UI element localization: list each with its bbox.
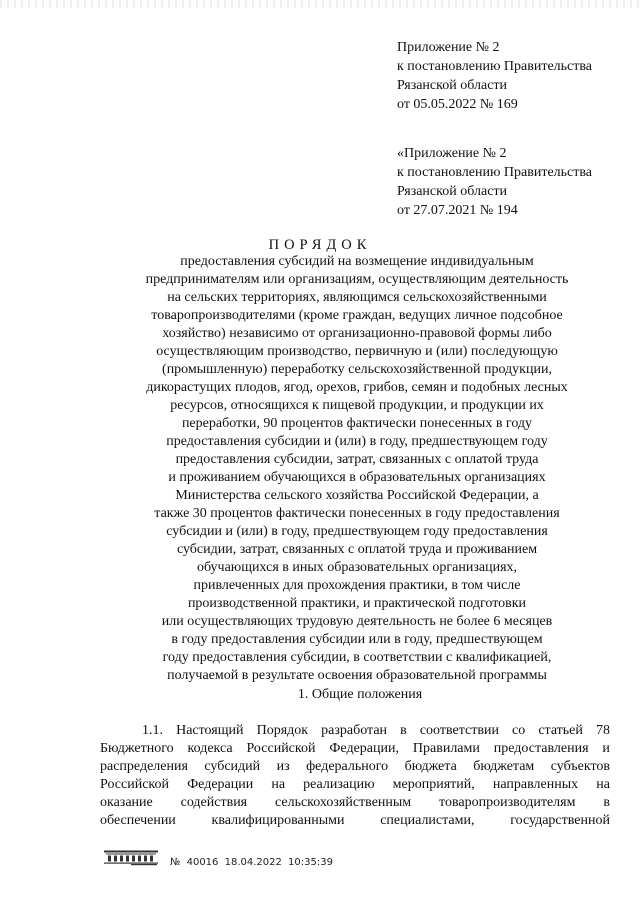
subtitle-line: обучающихся в иных образовательных организациях, <box>196 560 518 575</box>
paragraph-word: на <box>596 777 610 792</box>
annex-line: от 27.07.2021 № 194 <box>397 203 518 218</box>
subtitle-line: хозяйство) независимо от организационно-правовой формы либо <box>162 326 552 341</box>
paragraph-word: Федерации <box>187 777 254 792</box>
paragraph-word: Федерации, <box>329 741 399 756</box>
paragraph-line <box>100 758 610 776</box>
subtitle-line: осуществляющим производство, первичную и (или) последующую <box>156 344 558 359</box>
paragraph-word: в <box>603 795 610 810</box>
paragraph-word: субъектов <box>550 759 610 774</box>
paragraph-word: Правилами <box>412 741 480 756</box>
paragraph-word: на <box>271 777 286 792</box>
paragraph-word: обеспечении <box>100 813 176 828</box>
document-title: ПОРЯДОК <box>268 237 372 253</box>
paragraph-word: соответствии <box>419 723 499 738</box>
section-heading: 1. Общие положения <box>297 687 423 702</box>
annex-line: от 05.05.2022 № 169 <box>397 97 518 112</box>
paragraph-word: сельскохозяйственным <box>274 795 412 810</box>
paragraph-word: из <box>276 759 290 774</box>
paragraph-word: в <box>400 723 407 738</box>
paragraph-word: реализацию <box>303 777 375 792</box>
registration-number: 40016 <box>186 857 219 868</box>
annex-current <box>397 38 592 114</box>
registry-logo-icon <box>103 850 159 866</box>
subtitle-line: (промышленную) переработку сельскохозяйственной продукции, <box>162 362 552 377</box>
paragraph-word: оказание <box>100 795 153 810</box>
paragraph-word: со <box>512 723 526 738</box>
subtitle-line: или осуществляющих трудовую деятельность не более 6 месяцев <box>161 614 553 629</box>
annex-line: Рязанской области <box>397 184 508 199</box>
annex-line: к постановлению Правительства <box>397 59 593 74</box>
subtitle-line: в году предоставления субсидии или в году, предшествующем <box>171 632 543 647</box>
subtitle-line: предоставления субсидии и (или) в году, предшествующем году <box>166 434 548 449</box>
paragraph-1-1 <box>100 722 610 830</box>
document-subtitle <box>0 253 640 685</box>
paragraph-word: федерального <box>306 759 389 774</box>
scan-artifact-strip <box>0 0 640 8</box>
subtitle-line: получаемой в результате освоения образовательной программы <box>167 668 547 683</box>
paragraph-word: 78 <box>595 723 610 738</box>
annex-line: к постановлению Правительства <box>397 165 593 180</box>
annex-line: Рязанской области <box>397 78 508 93</box>
paragraph-line <box>100 740 610 758</box>
paragraph-word: разработан <box>321 723 388 738</box>
subtitle-line: предоставления субсидий на возмещение индивидуальным <box>180 254 534 269</box>
subtitle-line: товаропроизводителями (кроме граждан, ведущих личное подсобное <box>151 308 563 323</box>
paragraph-word: Российской <box>246 741 316 756</box>
paragraph-word: Бюджетного <box>100 741 174 756</box>
subtitle-line: предоставления субсидии, затрат, связанных с оплатой труда <box>175 452 539 467</box>
subtitle-line: предпринимателям или организациям, осуществляющим деятельность <box>145 272 569 287</box>
annex-line: «Приложение № 2 <box>397 146 507 161</box>
paragraph-word: специалистами, <box>380 813 475 828</box>
paragraph-line <box>100 812 610 830</box>
paragraph-word: Российской <box>100 777 169 792</box>
subtitle-line: ресурсов, относящихся к пищевой продукции, и продукции их <box>170 398 544 413</box>
paragraph-word: Настоящий <box>176 723 244 738</box>
registration-mark: № <box>170 857 181 868</box>
paragraph-word: государственной <box>510 813 610 828</box>
paragraph-line <box>100 794 610 812</box>
footer-registration <box>170 857 336 868</box>
paragraph-word: и <box>602 741 610 756</box>
subtitle-line: субсидии, затрат, связанных с оплатой труда и проживанием <box>176 542 538 557</box>
paragraph-word: распределения <box>100 759 188 774</box>
paragraph-word: квалифицированными <box>211 813 345 828</box>
annex-line: Приложение № 2 <box>397 40 500 55</box>
paragraph-word: товаропроизводителям <box>439 795 576 810</box>
subtitle-line: переработки, 90 процентов фактически понесенных в году <box>181 416 533 431</box>
subtitle-line: году предоставления субсидии, в соответствии с квалификацией, <box>162 650 552 665</box>
paragraph-word: бюджетам <box>473 759 535 774</box>
paragraph-word: 1.1. <box>142 723 163 738</box>
subtitle-line: дикорастущих плодов, ягод, орехов, грибов, семян и подобных лесных <box>146 380 568 395</box>
paragraph-word: Порядок <box>256 723 309 738</box>
paragraph-word: мероприятий, <box>392 777 475 792</box>
paragraph-word: предоставления <box>493 741 589 756</box>
subtitle-line: привлеченных для прохождения практики, в том числе <box>193 578 521 593</box>
paragraph-word: бюджета <box>404 759 457 774</box>
paragraph-word: содействия <box>180 795 248 810</box>
registration-date: 18.04.2022 <box>224 857 282 868</box>
paragraph-line <box>100 722 610 740</box>
paragraph-word: статьей <box>538 723 583 738</box>
paragraph-word: кодекса <box>187 741 233 756</box>
subtitle-line: производственной практики, и практической подготовки <box>187 596 527 611</box>
subtitle-line: на сельских территориях, являющимся сельскохозяйственными <box>167 290 547 305</box>
registration-time: 10:35:39 <box>288 857 333 868</box>
subtitle-line: и проживанием обучающихся в образовательных организациях <box>168 470 546 485</box>
subtitle-line: Министерства сельского хозяйства Российской Федерации, а <box>175 488 539 503</box>
subtitle-line: также 30 процентов фактически понесенных в году предоставления <box>154 506 560 521</box>
paragraph-word: направленных <box>492 777 579 792</box>
subtitle-line: субсидии и (или) в году, предшествующем году предоставления <box>166 524 548 539</box>
paragraph-word: субсидий <box>204 759 261 774</box>
annex-previous <box>397 144 592 220</box>
paragraph-line <box>100 776 610 794</box>
